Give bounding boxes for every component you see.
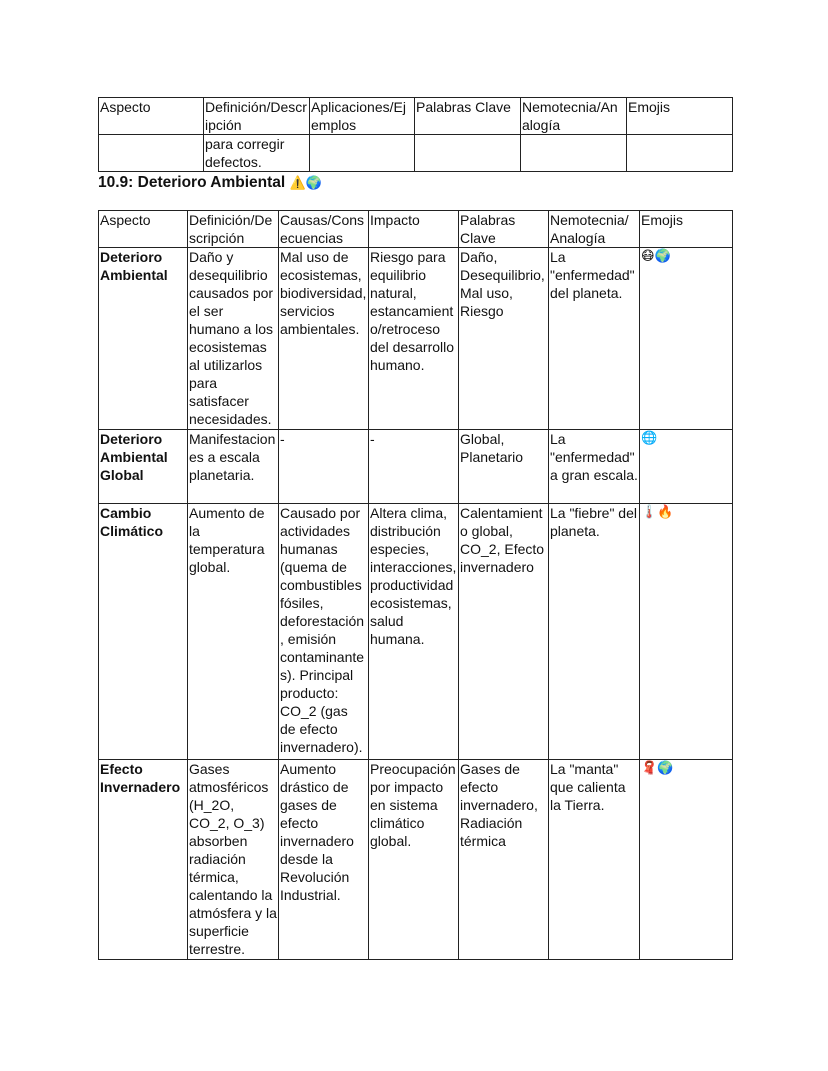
header-emojis: Emojis [640,211,733,248]
header-nemotecnia: Nemotecnia/ Analogía [549,211,640,248]
globe-icon: 🌐 [640,430,733,504]
mask-earth-icon: 😷🌍 [640,248,733,430]
row-palabras: Calentamiento global, CO_2, Efecto invernadero [459,504,549,760]
table-row [99,248,733,430]
table-cell [415,135,521,172]
row-palabras: Daño, Desequilibrio, Mal uso, Riesgo [459,248,549,430]
table-cell [521,135,627,172]
table-cell [99,135,204,172]
header-cell: Palabras Clave [415,98,521,135]
header-palabras: Palabras Clave [459,211,549,248]
row-aspecto: Efecto Invernadero [99,760,188,960]
row-definicion: Manifestaciones a escala planetaria. [188,430,279,504]
header-aspecto: Aspecto [99,211,188,248]
header-definicion: Definición/Descripción [188,211,279,248]
scarf-earth-icon: 🧣🌍 [640,760,733,960]
table-cell: para corregir defectos. [204,135,310,172]
row-impacto: Altera clima, distribución especies, interacciones, productividad ecosistemas, salud humana. [369,504,459,760]
header-cell: Aspecto [99,98,204,135]
row-nemotecnia: La "enfermedad" a gran escala. [549,430,640,504]
header-cell: Nemotecnia/Analogía [521,98,627,135]
row-nemotecnia: La "manta" que calienta la Tierra. [549,760,640,960]
header-cell: Emojis [627,98,733,135]
table-cell [627,135,733,172]
row-definicion: Gases atmosféricos (H_2O, CO_2, O_3) absorben radiación térmica, calentando la atmósfera y la superficie terrestre. [188,760,279,960]
section-heading [98,174,322,193]
section-title: 10.9: Deterioro Ambiental [98,174,286,191]
table-header-row [99,211,733,248]
row-nemotecnia: La "fiebre" del planeta. [549,504,640,760]
row-palabras: Gases de efecto invernadero, Radiación térmica [459,760,549,960]
table-row [99,430,733,504]
table-row [99,504,733,760]
thermometer-fire-icon: 🌡️🔥 [640,504,733,760]
deterioro-ambiental-table [98,210,733,960]
previous-section-table [98,97,733,172]
row-definicion: Daño y desequilibrio causados por el ser humano a los ecosistemas al utilizarlos para satisfacer necesidades. [188,248,279,430]
row-causas: Mal uso de ecosistemas, biodiversidad, servicios ambientales. [279,248,369,430]
row-aspecto: Deterioro Ambiental [99,248,188,430]
warning-earth-icon: ⚠️🌍 [289,176,322,191]
row-aspecto: Deterioro Ambiental Global [99,430,188,504]
row-aspecto: Cambio Climático [99,504,188,760]
row-causas: - [279,430,369,504]
row-definicion: Aumento de la temperatura global. [188,504,279,760]
header-causas: Causas/Consecuencias [279,211,369,248]
row-impacto: - [369,430,459,504]
table-cell [310,135,415,172]
row-causas: Causado por actividades humanas (quema de combustibles fósiles, deforestación, emisión contaminantes). Principal producto: CO_2 (gas de efecto invernadero). [279,504,369,760]
table-row [99,760,733,960]
row-nemotecnia: La "enfermedad" del planeta. [549,248,640,430]
row-causas: Aumento drástico de gases de efecto invernadero desde la Revolución Industrial. [279,760,369,960]
header-cell: Aplicaciones/Ejemplos [310,98,415,135]
table-row [99,135,733,172]
header-impacto: Impacto [369,211,459,248]
row-impacto: Riesgo para equilibrio natural, estancamiento/retroceso del desarrollo humano. [369,248,459,430]
table-header-row [99,98,733,135]
row-impacto: Preocupación por impacto en sistema climático global. [369,760,459,960]
header-cell: Definición/Descripción [204,98,310,135]
row-palabras: Global, Planetario [459,430,549,504]
